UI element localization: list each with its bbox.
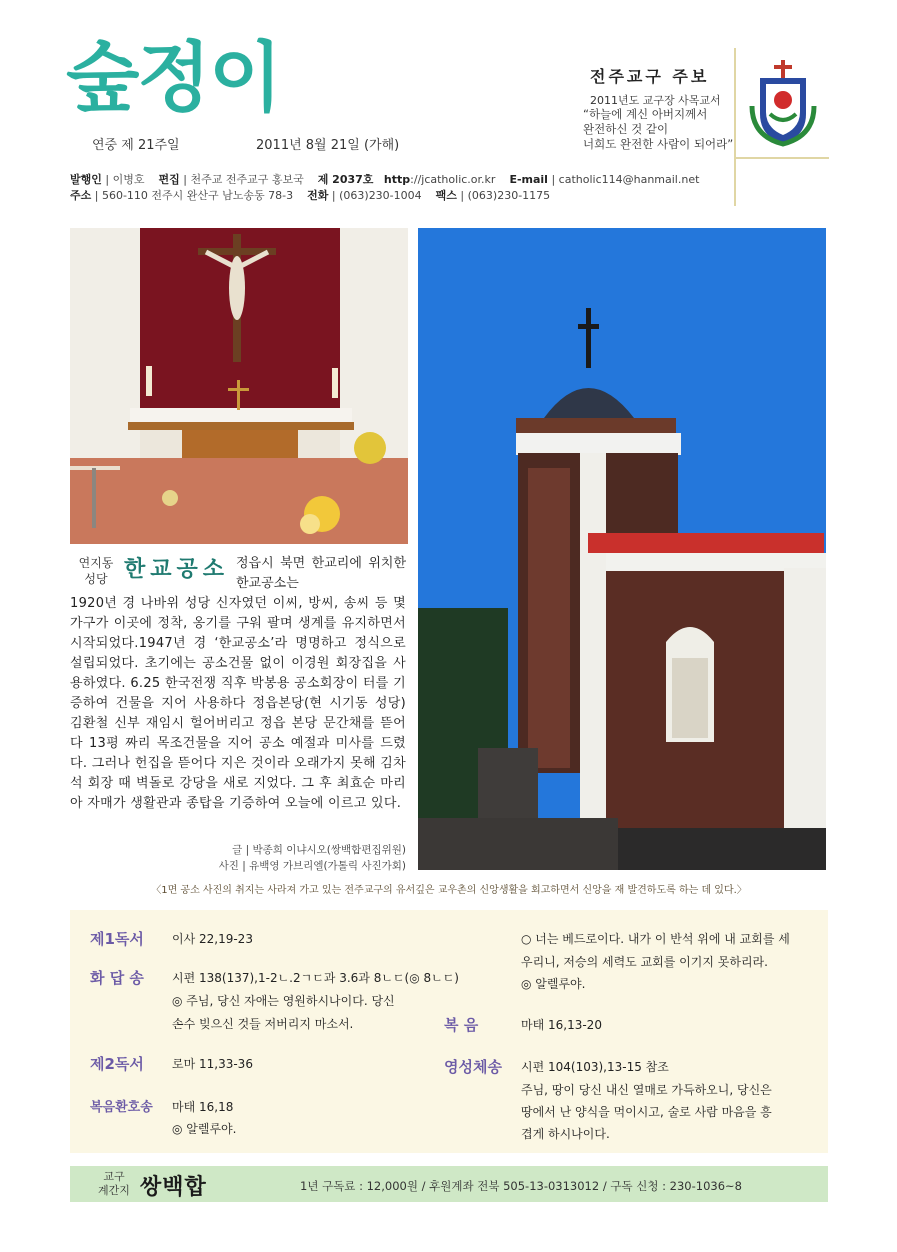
address-info-line <box>70 187 550 203</box>
address-value: | 560-110 전주시 완산구 남노송동 78-3 <box>94 189 294 202</box>
email-link[interactable]: | catholic114@hanmail.net <box>551 173 700 186</box>
acclamation-verse-1: ○ 너는 베드로이다. 내가 이 반석 위에 내 교회를 세 <box>521 932 790 946</box>
psalm-label: 화 답 송 <box>90 969 144 987</box>
second-reading-label: 제2독서 <box>90 1055 144 1073</box>
psalm-ref: 시편 138(137),1-2ㄴ.2ㄱㄷ과 3.6과 8ㄴㄷ(◎ 8ㄴㄷ) <box>172 971 459 985</box>
photo-caption: 〈1면 공소 사진의 취지는 사라져 가고 있는 전주교구의 유서깊은 교우촌의 신앙생활을 회고하면서 신앙을 재 발견하도록 하는 데 있다.〉 <box>151 885 747 896</box>
writer-credit: 글 | 박종희 이냐시오(쌍백합편집위원) <box>232 844 406 856</box>
subscription-info: 1년 구독료 : 12,000원 / 후원계좌 전북 505-13-0313012 / 구독 신청 : 230-1036~8 <box>300 1179 742 1193</box>
website-label: http <box>383 173 411 186</box>
acclamation-response: ◎ 알렐루야. <box>172 1122 237 1136</box>
diocese-crest-icon <box>746 60 820 148</box>
acclamation-label: 복음환호송 <box>90 1100 153 1115</box>
motto <box>583 107 733 152</box>
editor-label: 편집 <box>158 173 180 186</box>
footer-kind-line: 계간지 <box>98 1184 130 1197</box>
divider-vertical <box>734 48 736 206</box>
communion-label: 영성체송 <box>444 1058 502 1076</box>
email-label: E-mail <box>509 173 548 186</box>
communion-text-2: 땅에서 난 양식을 먹이시고, 술로 사람 마음을 흥 <box>521 1105 772 1119</box>
second-reading-text: 로마 11,33-36 <box>172 1057 253 1071</box>
masthead-logo: 숲정이 <box>66 33 281 122</box>
communion-ref: 시편 104(103),13-15 참조 <box>521 1060 669 1074</box>
acclamation-verse-2: 우리니, 저승의 세력도 교회를 이기지 못하리라. <box>521 955 768 969</box>
footer-magazine-name: 쌍백합 <box>140 1175 207 1200</box>
article-body: 1920년 경 나바위 성당 신자였던 이씨, 방씨, 송씨 등 몇 가구가 이곳에 정착, 옹기를 구워 팔며 생계를 유지하면서 시작되었다.1947년 경 ‘한교공소’라 명명하고 정식으로 설립되었다. 초기에는 공소건물 없이 이경원 회장집을 사용하였다. 6.25 한국전쟁 직후 박봉용 공소회장이 터를 기증하여 건물을 지어 사용하다 정읍본당(현 시기동 성당) 김환철 신부 재임시 헐어버리고 정읍 본당 문간채를 뜯어다 13평 짜리 목조건물을 지어 공소 예절과 미사를 드렸다. 그러나 헌집을 뜯어다 지은 것이라 오래가지 못해 김차석 회장 때 벽돌로 강당을 새로 지었다. 그 후 최효순 마리아 자매가 생활관과 종탑을 기증하여 오늘에 이르고 있다. <box>70 596 406 811</box>
photo-credit: 사진 | 유백영 가브리엘(가톨릭 사진가회) <box>218 860 406 872</box>
phone-label: 전화 <box>307 189 329 202</box>
article-title: 한교공소 <box>124 557 230 582</box>
acclamation-ref: 마태 16,18 <box>172 1100 234 1114</box>
footer-kind <box>98 1170 130 1198</box>
issue-number: 제 2037호 <box>317 173 374 186</box>
communion-text-3: 겹게 하시나이다. <box>521 1127 610 1141</box>
motto-title: 2011년도 교구장 사목교서 <box>590 94 721 107</box>
publisher-value: | 이병호 <box>105 173 145 186</box>
editor-value: | 천주교 전주교구 홍보국 <box>183 173 304 186</box>
address-label: 주소 <box>70 189 92 202</box>
motto-line: 너희도 완전한 사람이 되어라” <box>583 137 734 151</box>
section-tag-line: 연지동 <box>78 556 114 570</box>
acclamation-verse-3: ◎ 알렐루야. <box>521 977 586 991</box>
liturgical-week: 연중 제 21주일 <box>92 138 180 153</box>
divider-horizontal <box>734 157 829 159</box>
communion-text-1: 주님, 땅이 당신 내신 열매로 가득하오니, 당신은 <box>521 1083 772 1097</box>
publisher-info-line <box>70 171 699 187</box>
psalm-response: ◎ 주님, 당신 자애는 영원하시나이다. 당신 <box>172 994 395 1008</box>
motto-line: “하늘에 계신 아버지께서 <box>583 107 708 121</box>
section-tag <box>72 555 120 587</box>
fax-label: 팩스 <box>435 189 457 202</box>
phone-value: | (063)230-1004 <box>331 189 422 202</box>
bulletin-title: 전주교구 주보 <box>590 67 710 86</box>
psalm-response-cont: 손수 빚으신 것들 저버리지 마소서. <box>172 1017 354 1031</box>
church-photo <box>418 228 826 870</box>
motto-line: 완전하신 것 같이 <box>583 122 669 136</box>
section-tag-line: 성당 <box>84 572 108 586</box>
gospel-text: 마태 16,13-20 <box>521 1018 602 1032</box>
footer-kind-line: 교구 <box>103 1170 125 1183</box>
fax-value: | (063)230-1175 <box>460 189 551 202</box>
issue-date: 2011년 8월 21일 (가해) <box>256 138 400 153</box>
altar-photo <box>70 228 408 544</box>
publisher-label: 발행인 <box>70 173 102 186</box>
gospel-label: 복 음 <box>444 1016 479 1034</box>
website-link[interactable]: ://jcatholic.or.kr <box>410 173 496 186</box>
first-reading-text: 이사 22,19-23 <box>172 932 253 946</box>
first-reading-label: 제1독서 <box>90 930 144 948</box>
article-lead: 정읍시 북면 한교리에 위치한 한교공소는 <box>236 556 406 591</box>
